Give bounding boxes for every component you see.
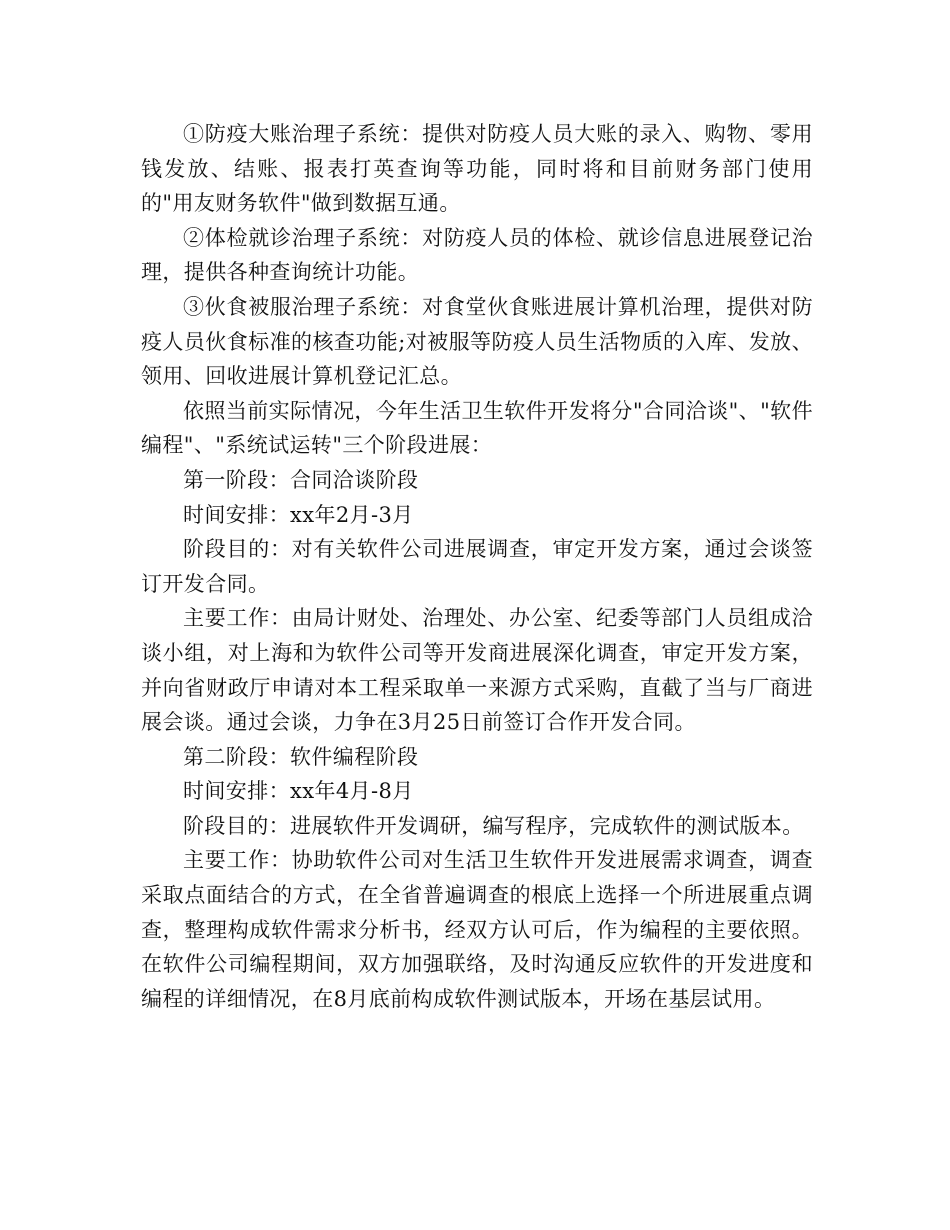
paragraph-phase1-work: 主要工作：由局计财处、治理处、办公室、纪委等部门人员组成洽谈小组，对上海和为软件公司等开发商进展深化调查，审定开发方案，并向省财政厅申请对本工程采取单一来源方式采购，直截了当与厂商进展会谈。通过会谈，力争在3月25日前签订合作开发合同。 [141, 606, 813, 735]
paragraph-subsystem-food-bedding: ③伙食被服治理子系统：对食堂伙食账进展计算机治理，提供对防疫人员伙食标准的核查功能;对被服等防疫人员生活物质的入库、发放、领用、回收进展计算机登记汇总。 [141, 294, 813, 389]
paragraph-phase2-title: 第二阶段：软件编程阶段 [183, 744, 419, 769]
document-body [141, 117, 813, 1016]
paragraph-phase1-title: 第一阶段：合同洽谈阶段 [183, 467, 419, 492]
paragraph-phase1-goal: 阶段目的：对有关软件公司进展调查，审定开发方案，通过会谈签订开发合同。 [141, 537, 813, 596]
paragraph-phase1-schedule: 时间安排：xx年2月-3月 [183, 502, 414, 527]
paragraph-subsystem-medical: ②体检就诊治理子系统：对防疫人员的体检、就诊信息进展登记治理，提供各种查询统计功能。 [141, 225, 813, 285]
paragraph-phase2-schedule: 时间安排：xx年4月-8月 [183, 779, 414, 804]
paragraph-phase2-goal: 阶段目的：进展软件开发调研，编写程序，完成软件的测试版本。 [183, 813, 804, 838]
paragraph-phases-intro: 依照当前实际情况，今年生活卫生软件开发将分"合同洽谈"、"软件编程"、"系统试运转"三个阶段进展： [141, 398, 813, 458]
paragraph-phase2-work: 主要工作：协助软件公司对生活卫生软件开发进展需求调查，调查采取点面结合的方式，在全省普遍调查的根底上选择一个所进展重点调查，整理构成软件需求分析书，经双方认可后，作为编程的主要依照。在软件公司编程期间，双方加强联络，及时沟通反应软件的开发进度和编程的详细情况，在8月底前构成软件测试版本，开场在基层试用。 [141, 848, 813, 1011]
paragraph-subsystem-ledger: ①防疫大账治理子系统：提供对防疫人员大账的录入、购物、零用钱发放、结账、报表打英查询等功能，同时将和目前财务部门使用的"用友财务软件"做到数据互通。 [141, 122, 813, 216]
